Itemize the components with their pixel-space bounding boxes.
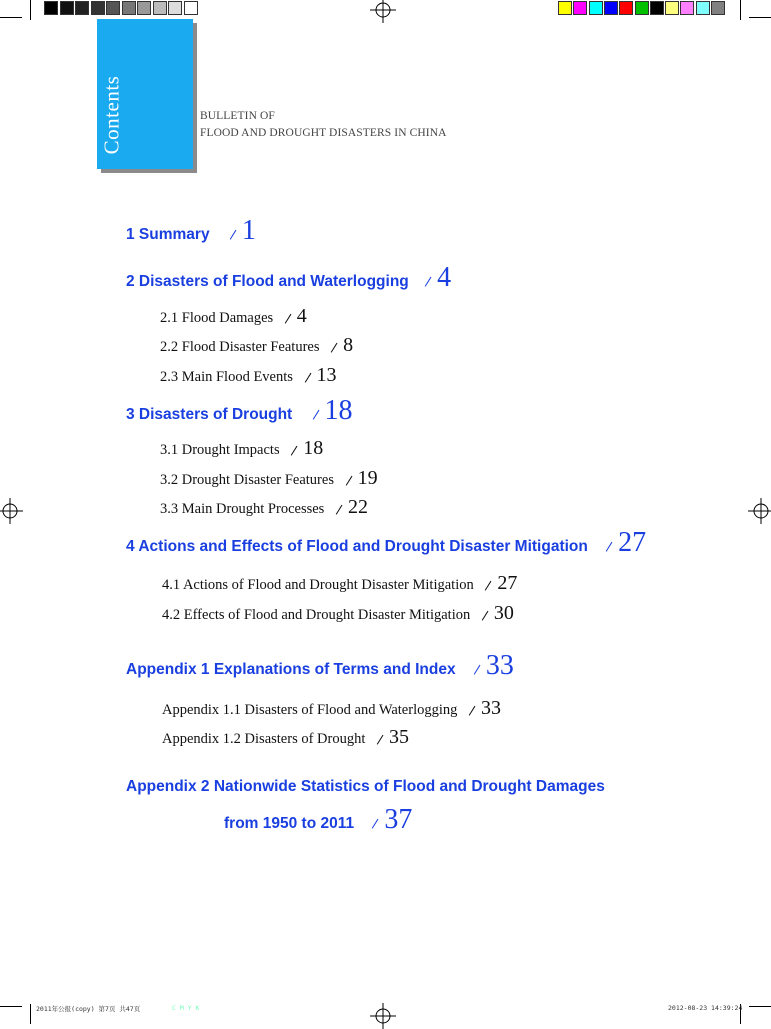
crop-mark bbox=[749, 1006, 771, 1007]
toc-subentry[interactable] bbox=[162, 572, 517, 595]
toc-entry-title: from 1950 to 2011 bbox=[224, 815, 355, 832]
slash-separator-icon bbox=[345, 475, 353, 485]
toc-page-number: 33 bbox=[481, 697, 501, 719]
toc-subentry-title: 3.3 Main Drought Processes bbox=[160, 501, 325, 517]
slash-separator-icon bbox=[469, 705, 477, 715]
gray-swatch bbox=[153, 1, 167, 15]
toc-page-number: 4 bbox=[296, 305, 307, 327]
footer-file-info: 2011年公报(copy) 第7页 共47页 bbox=[36, 1005, 141, 1013]
bulletin-line-1: BULLETIN OF bbox=[200, 110, 275, 122]
slash-separator-icon bbox=[291, 445, 299, 455]
slash-separator-icon bbox=[285, 313, 293, 323]
slash-separator-icon bbox=[606, 542, 614, 552]
color-swatch bbox=[604, 1, 618, 15]
toc-entry-title: 1 Summary bbox=[126, 226, 210, 243]
color-swatch bbox=[665, 1, 679, 15]
slash-separator-icon bbox=[331, 342, 339, 352]
toc-entry-title: 4 Actions and Effects of Flood and Drought Disaster Mitigation bbox=[126, 538, 588, 555]
slash-separator-icon bbox=[336, 504, 344, 514]
toc-page-number: 27 bbox=[618, 527, 647, 558]
color-swatch bbox=[696, 1, 710, 15]
slash-separator-icon bbox=[482, 610, 490, 620]
toc-subentry-title: 3.1 Drought Impacts bbox=[160, 442, 280, 458]
registration-mark-icon bbox=[370, 0, 396, 23]
footer-timestamp: 2012-08-23 14:39:24 bbox=[668, 1004, 743, 1012]
gray-swatch bbox=[168, 1, 182, 15]
slash-separator-icon bbox=[474, 665, 482, 675]
contents-tab-label bbox=[99, 60, 125, 170]
toc-subentry[interactable] bbox=[162, 726, 409, 749]
color-swatch bbox=[711, 1, 725, 15]
crop-mark bbox=[0, 1006, 22, 1007]
toc-entry-section-4[interactable] bbox=[126, 527, 646, 559]
gray-swatch bbox=[184, 1, 198, 15]
toc-entry-title: 2 Disasters of Flood and Waterlogging bbox=[126, 273, 409, 290]
toc-entry-appendix-2[interactable] bbox=[126, 778, 605, 796]
toc-page-number: 35 bbox=[389, 726, 410, 748]
gray-swatch bbox=[106, 1, 120, 15]
crop-mark bbox=[749, 17, 771, 18]
toc-subentry-title: 2.3 Main Flood Events bbox=[160, 369, 293, 385]
toc-subentry-title: Appendix 1.1 Disasters of Flood and Waterlogging bbox=[162, 702, 458, 718]
gray-swatch bbox=[137, 1, 151, 15]
toc-page-number: 18 bbox=[324, 395, 353, 426]
toc-subentry[interactable] bbox=[160, 467, 378, 490]
toc-entry-section-2[interactable] bbox=[126, 262, 451, 294]
toc-subentry-title: Appendix 1.2 Disasters of Drought bbox=[162, 731, 366, 747]
registration-mark-icon bbox=[370, 1003, 396, 1029]
toc-subentry[interactable] bbox=[160, 305, 307, 328]
toc-page-number: 18 bbox=[303, 437, 324, 459]
toc-subentry[interactable] bbox=[162, 697, 501, 720]
slash-separator-icon bbox=[312, 410, 320, 420]
slash-separator-icon bbox=[230, 230, 238, 240]
toc-subentry[interactable] bbox=[160, 334, 353, 357]
gray-swatch bbox=[44, 1, 58, 15]
toc-subentry[interactable] bbox=[160, 496, 368, 519]
toc-subentry[interactable] bbox=[160, 437, 323, 460]
crop-mark bbox=[0, 17, 22, 18]
slash-separator-icon bbox=[425, 277, 433, 287]
toc-subentry-title: 2.2 Flood Disaster Features bbox=[160, 339, 320, 355]
gray-swatch bbox=[122, 1, 136, 15]
toc-page-number: 13 bbox=[316, 364, 337, 386]
toc-entry-title: Appendix 1 Explanations of Terms and Index bbox=[126, 661, 456, 678]
contents-title: Contents bbox=[99, 75, 124, 155]
color-swatch bbox=[650, 1, 664, 15]
footer-cmyk: C M Y K bbox=[172, 1004, 200, 1012]
slash-separator-icon bbox=[304, 372, 312, 382]
slash-separator-icon bbox=[377, 734, 385, 744]
crop-mark bbox=[30, 1004, 31, 1024]
toc-page-number: 19 bbox=[357, 467, 378, 489]
toc-subentry[interactable] bbox=[162, 602, 514, 625]
gray-swatch bbox=[75, 1, 89, 15]
toc-subentry-title: 4.2 Effects of Flood and Drought Disaster Mitigation bbox=[162, 607, 471, 623]
toc-entry-summary[interactable] bbox=[126, 215, 256, 247]
toc-page-number: 1 bbox=[241, 215, 256, 246]
toc-page-number: 33 bbox=[485, 650, 514, 681]
color-swatch bbox=[619, 1, 633, 15]
slash-separator-icon bbox=[485, 580, 493, 590]
toc-subentry[interactable] bbox=[160, 364, 337, 387]
toc-subentry-title: 3.2 Drought Disaster Features bbox=[160, 472, 334, 488]
gray-swatch bbox=[91, 1, 105, 15]
toc-page-number: 4 bbox=[437, 262, 452, 293]
color-swatch bbox=[558, 1, 572, 15]
toc-subentry-title: 4.1 Actions of Flood and Drought Disaster Mitigation bbox=[162, 577, 474, 593]
slash-separator-icon bbox=[372, 819, 380, 829]
bulletin-line-2: FLOOD AND DROUGHT DISASTERS IN CHINA bbox=[200, 127, 447, 139]
toc-subentry-title: 2.1 Flood Damages bbox=[160, 310, 274, 326]
registration-mark-icon bbox=[0, 498, 23, 524]
toc-entry-title: Appendix 2 Nationwide Statistics of Flood and Drought Damages bbox=[126, 778, 605, 795]
toc-page-number: 30 bbox=[493, 602, 514, 624]
crop-mark bbox=[30, 0, 31, 20]
gray-swatch bbox=[60, 1, 74, 15]
toc-entry-appendix-1[interactable] bbox=[126, 650, 514, 682]
toc-entry-title: 3 Disasters of Drought bbox=[126, 406, 293, 423]
toc-page-number: 37 bbox=[384, 804, 413, 835]
crop-mark bbox=[740, 0, 741, 20]
registration-mark-icon bbox=[748, 498, 771, 524]
color-swatch bbox=[680, 1, 694, 15]
toc-page-number: 22 bbox=[347, 496, 368, 518]
color-swatch bbox=[589, 1, 603, 15]
toc-entry-appendix-2-cont[interactable] bbox=[224, 804, 412, 836]
toc-entry-section-3[interactable] bbox=[126, 395, 353, 427]
color-swatch bbox=[635, 1, 649, 15]
color-swatch bbox=[573, 1, 587, 15]
toc-page-number: 8 bbox=[343, 334, 354, 356]
toc-page-number: 27 bbox=[497, 572, 518, 594]
